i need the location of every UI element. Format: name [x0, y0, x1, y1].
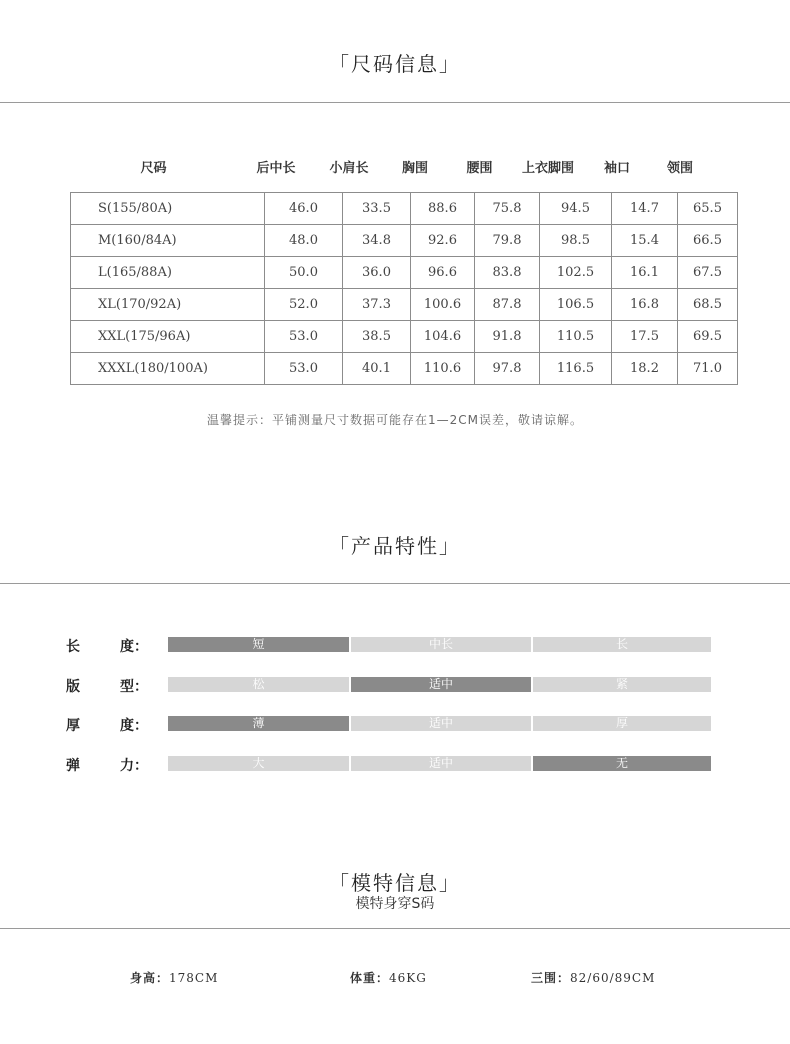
- size-label-cell: L(165/88A): [71, 257, 265, 289]
- attribute-option: 大: [168, 756, 349, 771]
- model-section-title: 「模特信息」: [329, 871, 461, 895]
- model-weight-value: 46KG: [389, 971, 427, 985]
- measurement-cell: 91.8: [475, 321, 540, 353]
- measurement-cell: 53.0: [265, 321, 343, 353]
- model-measurements: [531, 969, 655, 986]
- size-table-header-cell: 尺码: [140, 161, 167, 176]
- attribute-option: 中长: [351, 637, 531, 652]
- measurement-cell: 110.5: [540, 321, 612, 353]
- model-weight: [350, 969, 427, 986]
- measurement-cell: 79.8: [475, 225, 540, 257]
- size-table-header-cell: 上衣脚围: [521, 161, 574, 176]
- model-height: [130, 969, 218, 986]
- attribute-label: 度：: [120, 639, 148, 655]
- size-label-cell: XL(170/92A): [71, 289, 265, 321]
- table-row: [71, 257, 738, 289]
- measurement-cell: 88.6: [411, 193, 475, 225]
- measurement-cell: 71.0: [678, 353, 738, 385]
- measurement-cell: 14.7: [612, 193, 678, 225]
- size-table-header-cell: 胸围: [401, 161, 428, 176]
- measurement-cell: 69.5: [678, 321, 738, 353]
- attribute-option: 松: [168, 677, 349, 692]
- model-subtitle: 模特身穿S码: [355, 896, 435, 912]
- size-table-header-cell: 小肩长: [329, 161, 369, 176]
- divider: [0, 102, 790, 103]
- measurement-cell: 65.5: [678, 193, 738, 225]
- table-row: [71, 225, 738, 257]
- attribute-option: 厚: [533, 716, 711, 731]
- measurement-cell: 34.8: [343, 225, 411, 257]
- measurement-cell: 97.8: [475, 353, 540, 385]
- attribute-option: 适中: [351, 756, 531, 771]
- table-row: [71, 321, 738, 353]
- feature-section-title: 「产品特性」: [329, 534, 461, 558]
- measurement-cell: 66.5: [678, 225, 738, 257]
- attribute-option-selected: 薄: [168, 716, 349, 731]
- measurement-cell: 48.0: [265, 225, 343, 257]
- measurement-cell: 17.5: [612, 321, 678, 353]
- measurement-cell: 18.2: [612, 353, 678, 385]
- measurement-cell: 15.4: [612, 225, 678, 257]
- attribute-label: 版: [66, 679, 80, 695]
- measurement-note: 温馨提示：平铺测量尺寸数据可能存在1—2CM误差，敬请谅解。: [206, 413, 583, 427]
- measurement-cell: 106.5: [540, 289, 612, 321]
- model-height-label: 身高：: [130, 971, 170, 985]
- attribute-label: 厚: [66, 718, 80, 734]
- model-weight-label: 体重：: [350, 971, 390, 985]
- measurement-cell: 53.0: [265, 353, 343, 385]
- table-row: [71, 289, 738, 321]
- measurement-cell: 92.6: [411, 225, 475, 257]
- attribute-option-selected: 短: [168, 637, 349, 652]
- divider: [0, 583, 790, 584]
- model-measurements-label: 三围：: [531, 971, 571, 985]
- measurement-cell: 96.6: [411, 257, 475, 289]
- attribute-label: 力：: [120, 758, 148, 774]
- attribute-option: 适中: [351, 716, 531, 731]
- measurement-cell: 116.5: [540, 353, 612, 385]
- measurement-cell: 83.8: [475, 257, 540, 289]
- measurement-cell: 52.0: [265, 289, 343, 321]
- attribute-label: 度：: [120, 718, 148, 734]
- attribute-option: 紧: [533, 677, 711, 692]
- measurement-cell: 100.6: [411, 289, 475, 321]
- attribute-label: 弹: [66, 758, 80, 774]
- attribute-option-selected: 无: [533, 756, 711, 771]
- measurement-cell: 46.0: [265, 193, 343, 225]
- size-label-cell: S(155/80A): [71, 193, 265, 225]
- size-label-cell: XXL(175/96A): [71, 321, 265, 353]
- measurement-cell: 33.5: [343, 193, 411, 225]
- model-height-value: 178CM: [169, 971, 219, 985]
- size-table-header-cell: 袖口: [603, 161, 630, 176]
- measurement-cell: 110.6: [411, 353, 475, 385]
- measurement-cell: 16.8: [612, 289, 678, 321]
- measurement-cell: 37.3: [343, 289, 411, 321]
- measurement-cell: 38.5: [343, 321, 411, 353]
- measurement-cell: 16.1: [612, 257, 678, 289]
- measurement-cell: 67.5: [678, 257, 738, 289]
- size-table-header-cell: 后中长: [256, 161, 296, 176]
- attribute-option-selected: 适中: [351, 677, 531, 692]
- model-measurements-value: 82/60/89CM: [570, 971, 656, 985]
- measurement-cell: 50.0: [265, 257, 343, 289]
- size-label-cell: M(160/84A): [71, 225, 265, 257]
- measurement-cell: 104.6: [411, 321, 475, 353]
- table-row: [71, 193, 738, 225]
- size-table-header-cell: 领围: [666, 161, 693, 176]
- measurement-cell: 87.8: [475, 289, 540, 321]
- size-label-cell: XXXL(180/100A): [71, 353, 265, 385]
- size-table: [70, 192, 738, 385]
- attribute-label: 型：: [120, 679, 148, 695]
- attribute-label: 长: [66, 639, 80, 655]
- measurement-cell: 68.5: [678, 289, 738, 321]
- measurement-cell: 36.0: [343, 257, 411, 289]
- measurement-cell: 102.5: [540, 257, 612, 289]
- size-section-title: 「尺码信息」: [329, 52, 461, 76]
- divider: [0, 928, 790, 929]
- size-table-header-cell: 腰围: [466, 161, 493, 176]
- measurement-cell: 98.5: [540, 225, 612, 257]
- measurement-cell: 94.5: [540, 193, 612, 225]
- measurement-cell: 40.1: [343, 353, 411, 385]
- measurement-cell: 75.8: [475, 193, 540, 225]
- attribute-option: 长: [533, 637, 711, 652]
- table-row: [71, 353, 738, 385]
